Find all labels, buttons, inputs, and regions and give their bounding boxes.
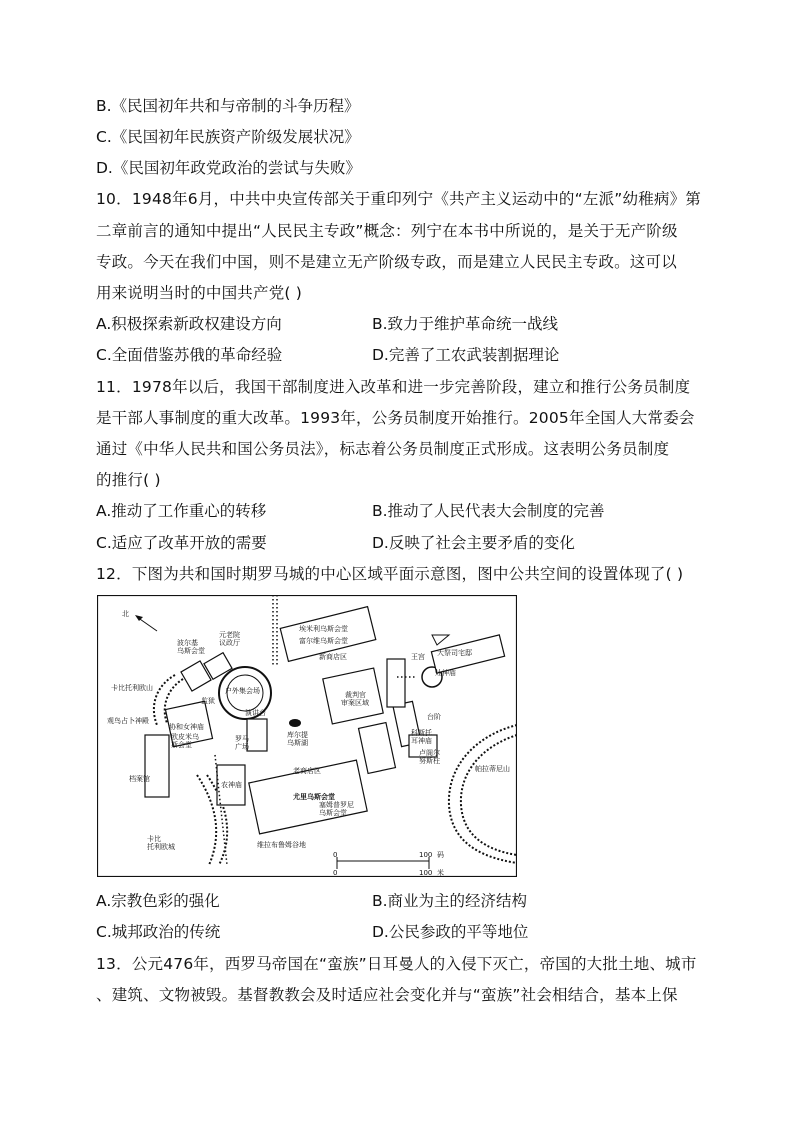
capitol-label: 卡比托利欧山 xyxy=(111,684,153,692)
scale-100-bottom: 100 xyxy=(419,869,433,877)
auguraculum-label: 观鸟占卜神殿 xyxy=(107,717,149,725)
q10-option-c: C.全面借鉴苏俄的革命经验 xyxy=(96,346,283,364)
new-shops-label: 新商店区 xyxy=(319,653,347,661)
q11-stem-line-2: 是干部人事制度的重大改革。1993年，公务员制度开始推行。2005年全国人大常委会 xyxy=(96,409,695,427)
concord-label: 协和女神庙 xyxy=(169,723,204,731)
tabularium-building xyxy=(145,735,169,797)
aemilia-label: 埃米利乌斯会堂 xyxy=(299,625,348,633)
q11-stem-line-3: 通过《中华人民共和国公务员法》，标志着公务员制度正式形成。这表明公务员制度 xyxy=(96,440,670,458)
svg-text:元老院议政厅: 元老院议政厅 xyxy=(219,631,240,647)
q11-stem-line-4: 的推行( ) xyxy=(96,471,161,489)
porcia-label: 波尔基 xyxy=(177,639,198,647)
q10-stem-line-1: 10．1948年6月，中共中央宣传部关于重印列宁《共产主义运动中的“左派”幼稚病》第 xyxy=(96,190,701,208)
palatine-label: 帕拉蒂尼山 xyxy=(475,765,510,773)
q11-option-c: C.适应了改革开放的需要 xyxy=(96,534,267,552)
curia-label-1: 元老院 xyxy=(219,631,240,639)
vesta-label: 灶神庙 xyxy=(435,669,456,677)
saturn-label: 农神庙 xyxy=(221,781,242,789)
q13-stem-line-1: 13．公元476年，西罗马帝国在“蛮族”日耳曼人的入侵下灭亡，帝国的大批土地、城市 xyxy=(96,955,697,973)
q11-option-d: D.反映了社会主要矛盾的变化 xyxy=(372,534,575,552)
svg-text:努斯柱: 努斯柱 xyxy=(419,757,440,765)
svg-text:乌斯湖: 乌斯湖 xyxy=(287,739,308,747)
carcer-label: 监狱 xyxy=(201,697,215,705)
svg-text:欧皮米乌: 欧皮米乌 xyxy=(171,733,199,741)
velabrum-label: 维拉布鲁姆谷地 xyxy=(257,841,306,849)
scale-zero-top: 0 xyxy=(333,851,338,859)
svg-text:裁判官: 裁判官 xyxy=(345,691,366,699)
q12-stem: 12．下图为共和国时期罗马城的中心区域平面示意图，图中公共空间的设置体现了( ) xyxy=(96,565,684,583)
q12-option-a: A.宗教色彩的强化 xyxy=(96,892,220,910)
old-shops-label: 老商店区 xyxy=(293,767,321,775)
domus-label: 大祭司宅邸 xyxy=(437,649,472,657)
fulvia-label: 富尔维乌斯会堂 xyxy=(299,637,348,645)
svg-text:斯会堂: 斯会堂 xyxy=(171,741,192,749)
svg-text:塞姆普罗尼: 塞姆普罗尼 xyxy=(319,801,354,809)
svg-text:库尔提: 库尔提 xyxy=(287,731,308,739)
svg-text:审案区域: 审案区域 xyxy=(341,699,369,707)
q11-stem-line-1: 11．1978年以后，我国干部制度进入改革和进一步完善阶段，建立和推行公务员制度 xyxy=(96,378,691,396)
q12-option-d: D.公民参政的平等地位 xyxy=(372,923,529,941)
svg-text:托利欧城: 托利欧城 xyxy=(147,843,175,851)
q10-stem-line-3: 专政。今天在我们中国，则不是建立无产阶级专政，而是建立人民民主专政。这可以 xyxy=(96,253,677,271)
q10-stem-line-4: 用来说明当时的中国共产党( ) xyxy=(96,284,303,302)
svg-text:卢阁尔: 卢阁尔 xyxy=(419,749,440,757)
stairs-label: 台阶 xyxy=(427,713,441,721)
scale-100-top: 100 xyxy=(419,851,433,859)
scale-zero-bottom: 0 xyxy=(333,869,338,877)
q10-option-a: A.积极探索新政权建设方向 xyxy=(96,315,282,333)
q11-option-a: A.推动了工作重心的转移 xyxy=(96,502,267,520)
svg-text:耳神庙: 耳神庙 xyxy=(411,737,432,745)
tabularium-label: 档案馆 xyxy=(129,775,150,783)
q12-option-b: B.商业为主的经济结构 xyxy=(372,892,528,910)
svg-text:科斯托: 科斯托 xyxy=(411,729,432,737)
q12-option-c: C.城邦政治的传统 xyxy=(96,923,221,941)
north-label: 北 xyxy=(122,610,129,618)
svg-text:乌斯会堂: 乌斯会堂 xyxy=(177,647,205,655)
q9-option-b: B.《民国初年共和与帝制的斗争历程》 xyxy=(96,97,360,115)
q9-option-d: D.《民国初年政党政治的尝试与失败》 xyxy=(96,159,361,177)
scale-yd: 码 xyxy=(437,851,444,859)
svg-text:乌斯会堂: 乌斯会堂 xyxy=(319,809,347,817)
scale-m: 米 xyxy=(437,869,444,877)
q10-option-d: D.完善了工农武装割据理论 xyxy=(372,346,560,364)
julia-label: 尤里乌斯会堂 xyxy=(293,793,335,801)
rostra-label: 演讲台 xyxy=(245,709,266,717)
regia-label: 王宫 xyxy=(411,653,425,661)
q10-option-b: B.致力于维护革命统一战线 xyxy=(372,315,559,333)
comitium-label: 户外集会场 xyxy=(225,687,260,695)
rome-forum-map xyxy=(97,595,517,877)
q11-option-b: B.推动了人民代表大会制度的完善 xyxy=(372,502,605,520)
q13-stem-line-2: 、建筑、文物被毁。基督教教会及时适应社会变化并与“蛮族”社会相结合，基本上保 xyxy=(96,986,678,1004)
q9-option-c: C.《民国初年民族资产阶级发展状况》 xyxy=(96,128,360,146)
svg-text:罗马: 罗马 xyxy=(235,735,249,743)
svg-text:广场: 广场 xyxy=(235,743,249,751)
capitol-city-label-1: 卡比 xyxy=(147,835,161,843)
q10-stem-line-2: 二章前言的通知中提出“人民民主专政”概念：列宁在本书中所说的，是关于无产阶级 xyxy=(96,222,678,240)
